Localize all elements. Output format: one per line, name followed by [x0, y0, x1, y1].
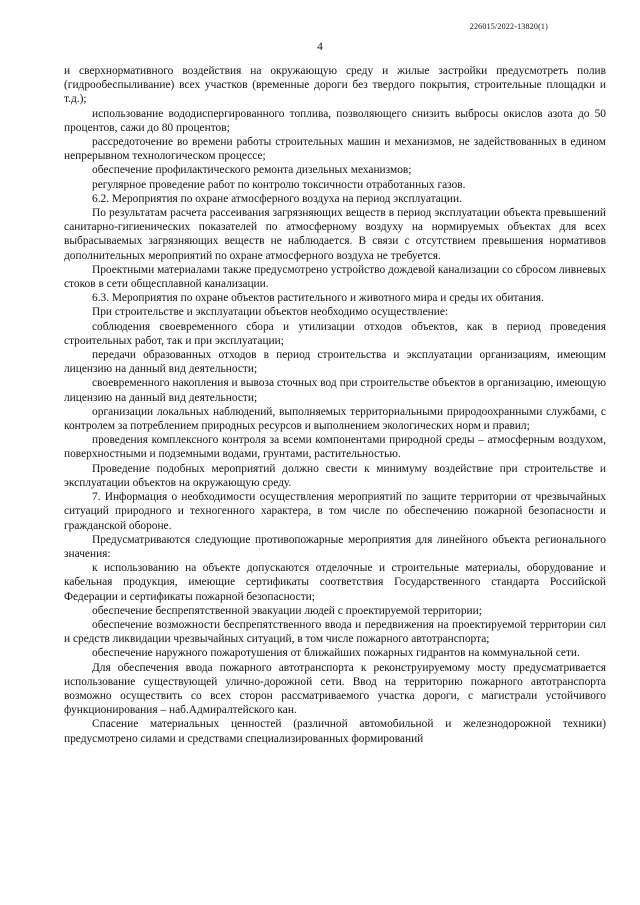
paragraph: обеспечение профилактического ремонта дизельных механизмов;: [92, 164, 412, 177]
paragraph: обеспечение беспрепятственной эвакуации людей с проектируемой территории;: [92, 604, 482, 617]
paragraph: Проведение подобных мероприятий должно свести к минимуму воздействие при строительстве и эксплуатации объектов на окружающую среду.: [64, 462, 606, 489]
document-body: [64, 64, 606, 746]
paragraph: Для обеспечения ввода пожарного автотранспорта к реконструируемому мосту предусматривается использование существующей улично-дорожной сети. Ввод на территорию пожарного автотранспорта возможно осуществить со всех сторон рассматриваемого участка дороги, с магистрали устойчивого функционирования – наб.Адмиралтейского кан.: [64, 661, 606, 717]
paragraph: рассредоточение во времени работы строительных машин и механизмов, не задействованных в едином непрерывном технологическом процессе;: [64, 136, 606, 163]
section-heading: 7. Информация о необходимости осуществления мероприятий по защите территории от чрезвычайных ситуаций природного и техногенного характера, в том числе по обеспечению пожарной безопасности и гражданской обороне.: [64, 491, 606, 532]
document-number: 226015/2022-13820(1): [469, 22, 548, 31]
paragraph: соблюдения своевременного сбора и утилизации отходов объектов, как в период проведения строительных работ, так и при эксплуатации;: [64, 320, 606, 347]
paragraph: передачи образованных отходов в период строительства и эксплуатации организациям, имеющим лицензию на данный вид деятельности;: [64, 349, 606, 376]
paragraph: регулярное проведение работ по контролю токсичности отработанных газов.: [92, 178, 466, 191]
paragraph: своевременного накопления и вывоза сточных вод при строительстве объектов в организацию, имеющую лицензию на данный вид деятельности;: [64, 377, 606, 404]
paragraph: При строительстве и эксплуатации объектов необходимо осуществление:: [92, 306, 449, 319]
paragraph: и сверхнормативного воздействия на окружающую среду и жилые застройки предусмотреть полив (гидрообеспыливание) всех участков (временные дороги без твердого покрытия, строительные площадки и т.д.);: [64, 65, 606, 106]
section-heading: 6.3. Мероприятия по охране объектов растительного и животного мира и среды их обитания.: [92, 292, 544, 305]
paragraph: использование вододиспергированного топлива, позволяющего снизить выбросы окислов азота до 50 процентов, сажи до 80 процентов;: [64, 107, 606, 134]
paragraph: По результатам расчета рассеивания загрязняющих веществ в период эксплуатации объекта превышений санитарно-гигиенических показателей по атмосферному воздуху на нормируемых объектах для всех выбрасываемых загрязняющих веществ не наблюдается. В связи с отсутствием превышения нормативов дополнительных мероприятий по охране атмосферного воздуха не требуется.: [64, 207, 606, 262]
paragraph: Проектными материалами также предусмотрено устройство дождевой канализации со сбросом ливневых стоков в сети общесплавной канализации.: [64, 263, 606, 291]
paragraph: проведения комплексного контроля за всеми компонентами природной среды – атмосферным воздухом, поверхностными и подземными водами, грунтами, растительностью.: [64, 434, 606, 461]
paragraph: обеспечение наружного пожаротушения от ближайших пожарных гидрантов на коммунальной сети.: [92, 647, 580, 660]
paragraph: обеспечение возможности беспрепятственного ввода и передвижения на проектируемой территории сил и средств ликвидации чрезвычайных ситуаций, в том числе пожарного автотранспорта;: [64, 618, 606, 646]
paragraph: к использованию на объекте допускаются отделочные и строительные материалы, оборудование и кабельная продукция, имеющие сертификаты соответствия Государственного стандарта Российской Федерации и сертификаты пожарной безопасности;: [64, 562, 606, 603]
paragraph: организации локальных наблюдений, выполняемых территориальными природоохранными службами, с контролем за потреблением природных ресурсов и выполнением экологических норм и правил;: [64, 405, 606, 433]
section-heading: 6.2. Мероприятия по охране атмосферного воздуха на период эксплуатации.: [92, 192, 462, 205]
page-number: 4: [317, 41, 323, 53]
paragraph: Предусматриваются следующие противопожарные мероприятия для линейного объекта регионального значения:: [64, 533, 606, 560]
paragraph: Спасение материальных ценностей (различной автомобильной и железнодорожной техники) предусмотрено силами и средствами специализированных формирований: [64, 718, 606, 745]
